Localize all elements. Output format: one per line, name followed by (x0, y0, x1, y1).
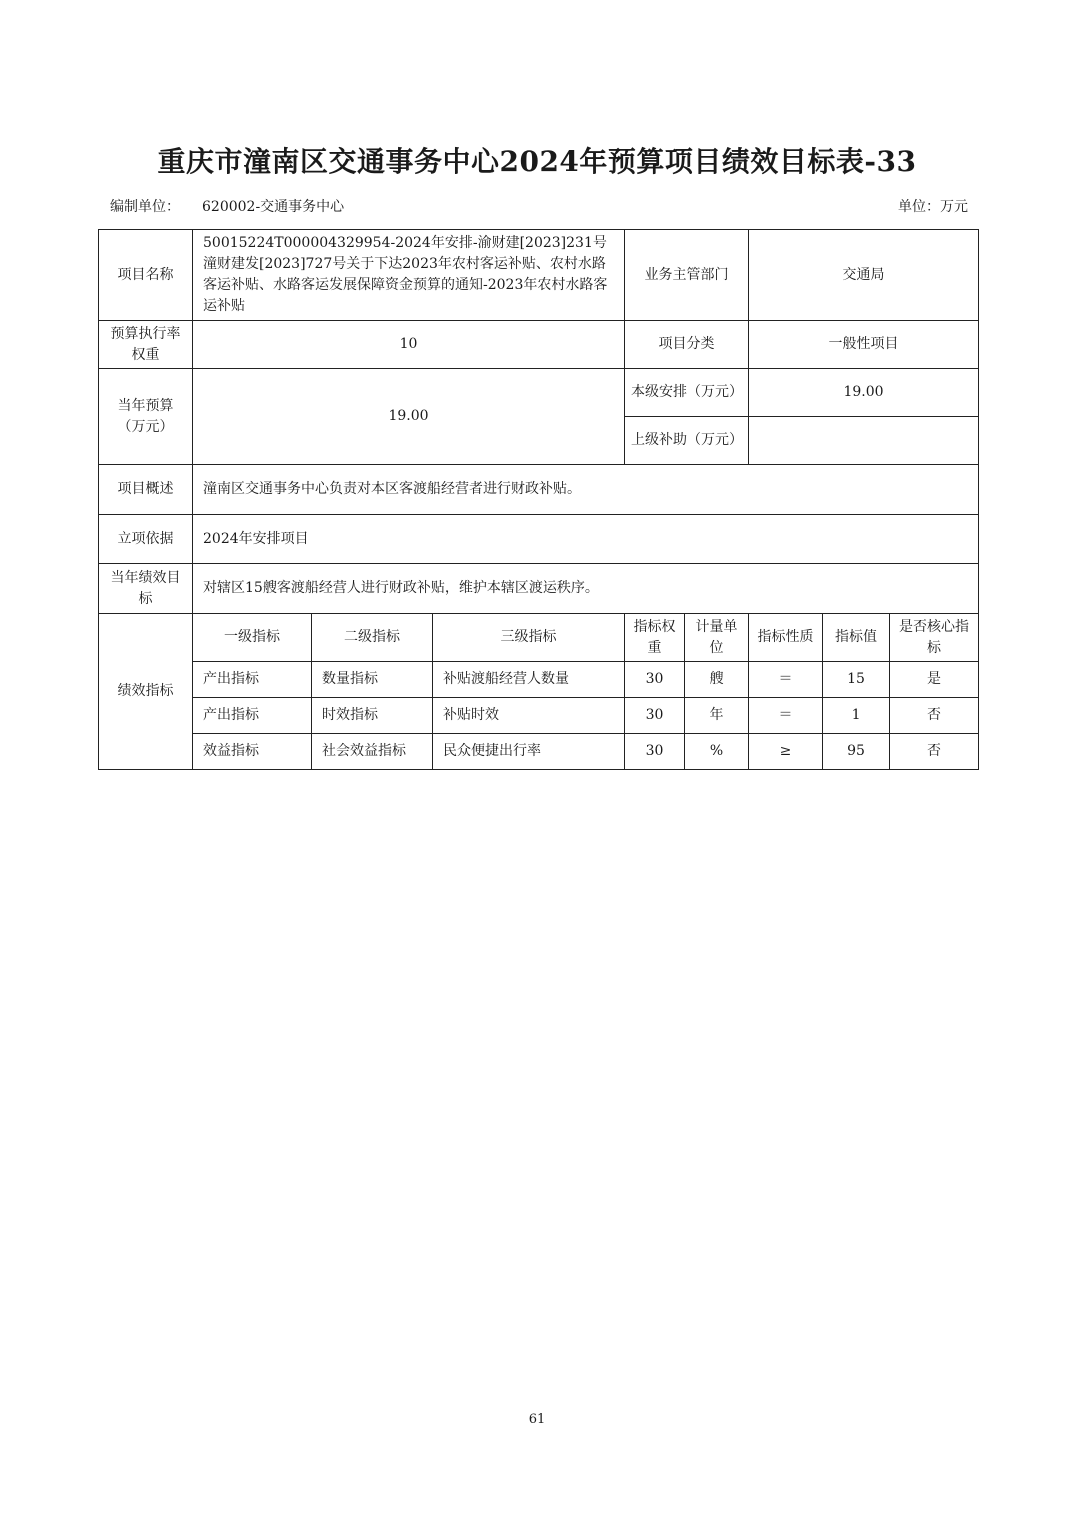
dept-value: 交通局 (749, 230, 979, 321)
perf-level3: 民众便捷出行率 (433, 734, 625, 770)
perf-weight: 30 (625, 698, 685, 734)
perf-header-nature: 指标性质 (749, 614, 823, 662)
weight-label: 预算执行率权重 (99, 321, 193, 369)
perf-level2: 数量指标 (312, 662, 433, 698)
perf-level3: 补贴时效 (433, 698, 625, 734)
goal-label: 当年绩效目标 (99, 564, 193, 614)
basis-value: 2024年安排项目 (193, 515, 979, 564)
upper-value (749, 417, 979, 465)
perf-header-level2: 二级指标 (312, 614, 433, 662)
category-label: 项目分类 (625, 321, 749, 369)
perf-header-level3: 三级指标 (433, 614, 625, 662)
table-row (99, 698, 979, 734)
perf-unit: 艘 (685, 662, 749, 698)
perf-header-value: 指标值 (823, 614, 890, 662)
org-value: 620002-交通事务中心 (202, 199, 345, 215)
row-goal (99, 564, 979, 614)
perf-nature: ＝ (749, 698, 823, 734)
perf-level3: 补贴渡船经营人数量 (433, 662, 625, 698)
project-name-label: 项目名称 (99, 230, 193, 321)
upper-label: 上级补助（万元） (625, 417, 749, 465)
unit-label: 单位：万元 (898, 199, 968, 215)
perf-nature: ≥ (749, 734, 823, 770)
budget-label: 当年预算（万元） (99, 369, 193, 465)
perf-core: 否 (890, 698, 979, 734)
perf-value: 95 (823, 734, 890, 770)
perf-nature: ＝ (749, 662, 823, 698)
row-basis (99, 515, 979, 564)
overview-label: 项目概述 (99, 465, 193, 515)
page-title: 重庆市潼南区交通事务中心2024年预算项目绩效目标表-33 (157, 145, 917, 178)
perf-label: 绩效指标 (99, 614, 193, 770)
perf-header-core: 是否核心指标 (890, 614, 979, 662)
perf-weight: 30 (625, 662, 685, 698)
dept-label: 业务主管部门 (625, 230, 749, 321)
table-row (99, 662, 979, 698)
row-weight (99, 321, 979, 369)
perf-level2: 社会效益指标 (312, 734, 433, 770)
table-row (99, 734, 979, 770)
perf-header-unit: 计量单位 (685, 614, 749, 662)
perf-header-row (99, 614, 979, 662)
row-project-name (99, 230, 979, 321)
project-name-value: 50015224T000004329954-2024年安排-渝财建[2023]231号潼财建发[2023]727号关于下达2023年农村客运补贴、农村水路客运补贴、水路客运发展保障资金预算的通知-2023年农村水路客运补贴 (193, 230, 625, 321)
perf-unit: 年 (685, 698, 749, 734)
perf-value: 15 (823, 662, 890, 698)
overview-value: 潼南区交通事务中心负责对本区客渡船经营者进行财政补贴。 (193, 465, 979, 515)
perf-level1: 产出指标 (193, 698, 312, 734)
performance-table (98, 229, 979, 770)
org-info (110, 196, 344, 216)
perf-level1: 效益指标 (193, 734, 312, 770)
page-number: 61 (528, 1412, 546, 1427)
perf-value: 1 (823, 698, 890, 734)
perf-header-weight: 指标权重 (625, 614, 685, 662)
category-value: 一般性项目 (749, 321, 979, 369)
perf-unit: % (685, 734, 749, 770)
perf-header-level1: 一级指标 (193, 614, 312, 662)
row-budget-local (99, 369, 979, 417)
local-value: 19.00 (749, 369, 979, 417)
perf-weight: 30 (625, 734, 685, 770)
perf-level1: 产出指标 (193, 662, 312, 698)
perf-level2: 时效指标 (312, 698, 433, 734)
row-overview (99, 465, 979, 515)
basis-label: 立项依据 (99, 515, 193, 564)
local-label: 本级安排（万元） (625, 369, 749, 417)
goal-value: 对辖区15艘客渡船经营人进行财政补贴，维护本辖区渡运秩序。 (193, 564, 979, 614)
org-label: 编制单位： (110, 199, 180, 215)
weight-value: 10 (193, 321, 625, 369)
perf-core: 是 (890, 662, 979, 698)
budget-value: 19.00 (193, 369, 625, 465)
perf-core: 否 (890, 734, 979, 770)
